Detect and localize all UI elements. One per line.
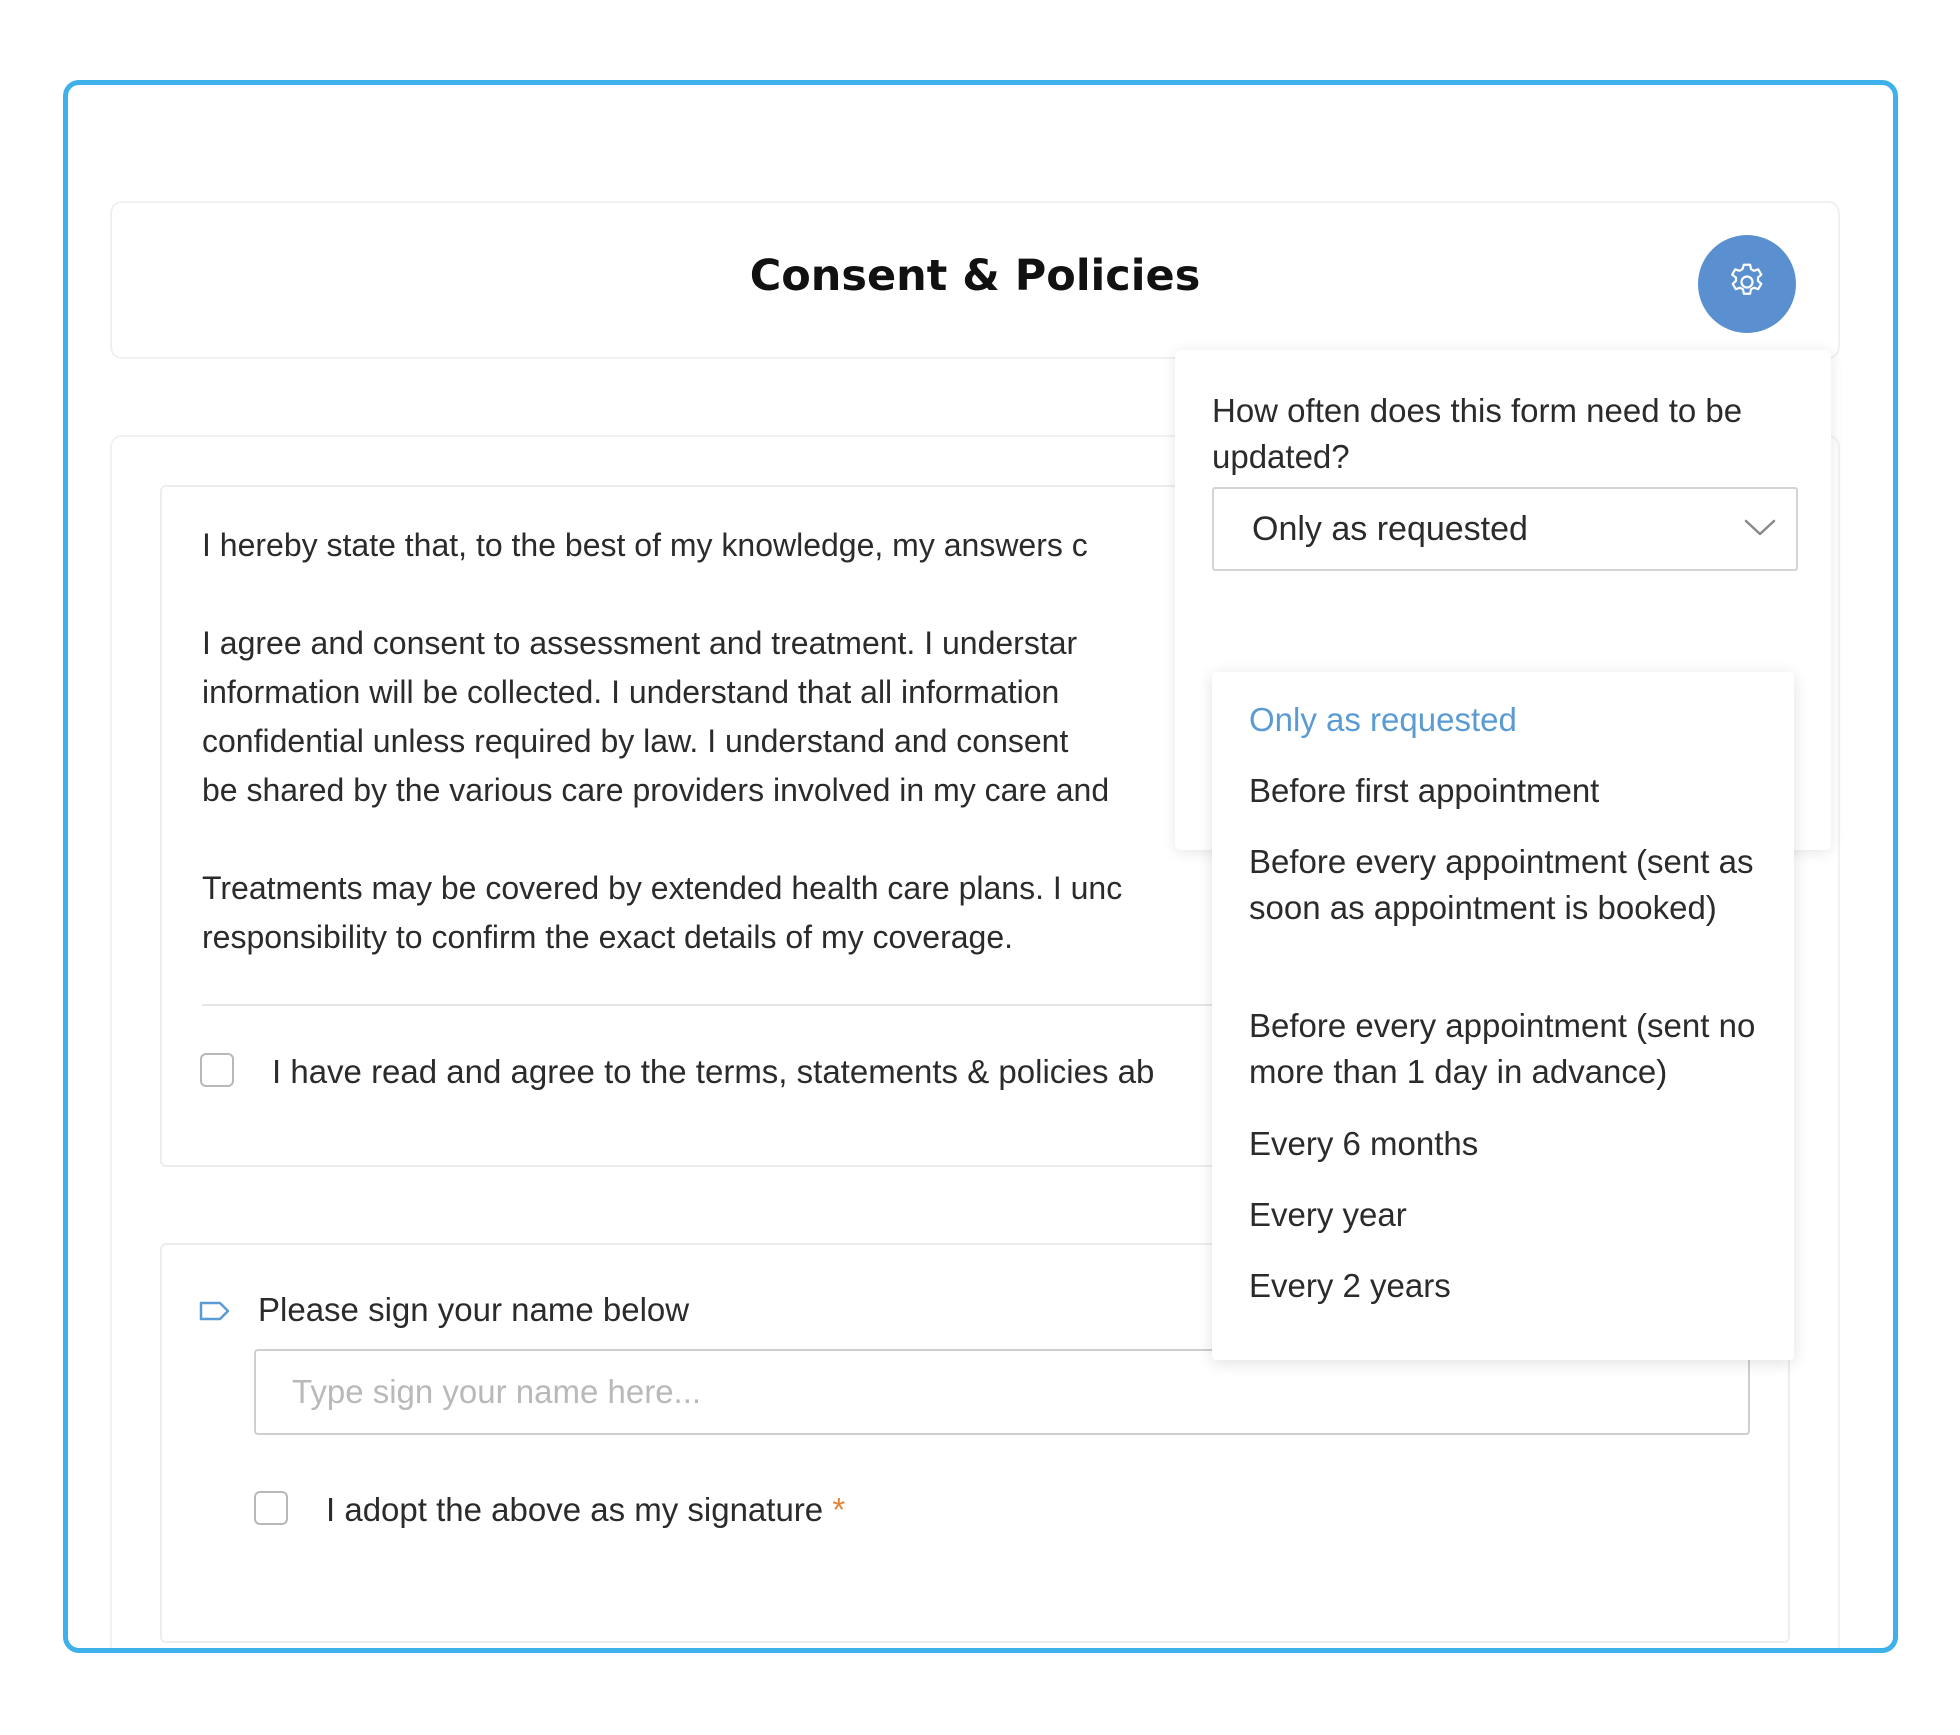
adopt-signature-label: I adopt the above as my signature *: [326, 1491, 846, 1528]
statement-paragraph-2-line-3: confidential unless required by law. I understand and consent: [202, 723, 1069, 759]
required-marker: *: [832, 1491, 846, 1528]
option-before-every-appointment-1-day[interactable]: Before every appointment (sent no more than 1 day in advance): [1249, 1007, 1756, 1090]
option-before-first-appointment[interactable]: Before first appointment: [1249, 772, 1600, 809]
statement-paragraph-2-line-4: be shared by the various care providers involved in my care and: [202, 772, 1110, 808]
header-card: [110, 201, 1840, 359]
settings-button[interactable]: [1698, 235, 1796, 333]
option-every-year[interactable]: Every year: [1249, 1196, 1407, 1233]
page-title: Consent & Policies: [749, 251, 1201, 301]
statement-paragraph-2-line-2: information will be collected. I understand that all information: [202, 674, 1060, 710]
agree-label: I have read and agree to the terms, statements & policies ab: [272, 1053, 1155, 1090]
update-frequency-question: How often does this form need to be updated?: [1212, 392, 1743, 475]
update-frequency-dropdown: [1212, 672, 1794, 1360]
option-every-6-months[interactable]: Every 6 months: [1249, 1125, 1479, 1162]
agree-checkbox[interactable]: [200, 1053, 234, 1087]
statement-paragraph-2-line-1: I agree and consent to assessment and treatment. I understar: [202, 625, 1078, 661]
option-only-as-requested[interactable]: Only as requested: [1249, 701, 1517, 738]
chevron-down-icon: [1740, 507, 1780, 552]
option-every-2-years[interactable]: Every 2 years: [1249, 1267, 1451, 1304]
app-frame: [63, 80, 1898, 1653]
update-frequency-select[interactable]: [1212, 487, 1798, 571]
option-before-every-appointment-on-booking[interactable]: Before every appointment (sent as soon as appointment is booked): [1249, 843, 1754, 926]
statement-paragraph-3-line-2: responsibility to confirm the exact details of my coverage.: [202, 919, 1014, 955]
signature-input[interactable]: [254, 1349, 1750, 1435]
statement-paragraph-3-line-1: Treatments may be covered by extended health care plans. I unc: [202, 870, 1123, 906]
statement-paragraph-1: I hereby state that, to the best of my knowledge, my answers c: [202, 527, 1088, 563]
tag-icon: [198, 1299, 232, 1328]
selected-value: Only as requested: [1252, 510, 1528, 548]
signature-label: Please sign your name below: [258, 1291, 690, 1328]
gear-icon: [1725, 260, 1769, 309]
adopt-signature-checkbox[interactable]: [254, 1491, 288, 1525]
